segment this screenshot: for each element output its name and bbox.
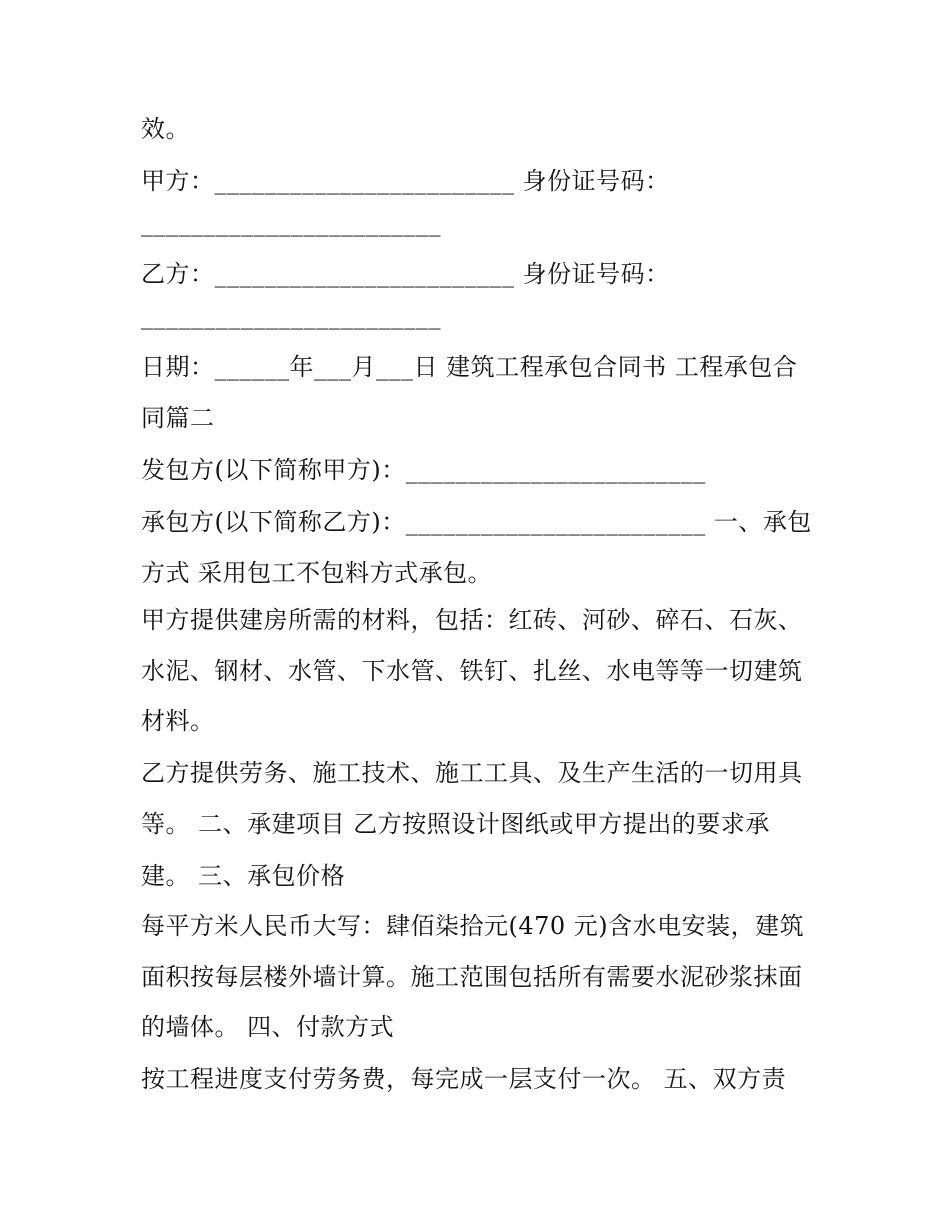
text-line: 乙方：________________________ 身份证号码： bbox=[141, 260, 670, 288]
text-line: ________________________ bbox=[141, 209, 441, 237]
text-line: 效。 bbox=[141, 115, 190, 143]
text-line: 建。 三、承包价格 bbox=[141, 862, 346, 890]
text-line: 乙方提供劳务、施工技术、施工工具、及生产生活的一切用具 bbox=[141, 759, 803, 787]
text-line: 发包方(以下简称甲方)：________________________ bbox=[141, 456, 706, 484]
text-line: 甲方提供建房所需的材料，包括：红砖、河砂、碎石、石灰、 bbox=[141, 606, 803, 634]
text-line: 的墙体。 四、付款方式 bbox=[141, 1013, 395, 1041]
text-line: 日期：______年___月___日 建筑工程承包合同书 工程承包合 bbox=[141, 353, 798, 381]
text-line: 水泥、钢材、水管、下水管、铁钉、扎丝、水电等等一切建筑 bbox=[141, 657, 803, 685]
text-line: 按工程进度支付劳务费，每完成一层支付一次。 五、双方责 bbox=[141, 1065, 787, 1093]
text-line: 面积按每层楼外墙计算。施工范围包括所有需要水泥砂浆抹面 bbox=[141, 963, 803, 991]
text-line: 方式 采用包工不包料方式承包。 bbox=[141, 559, 493, 587]
text-line: 材料。 bbox=[141, 707, 215, 735]
text-line: ________________________ bbox=[141, 302, 441, 330]
text-line: 承包方(以下简称乙方)：________________________ 一、承包 bbox=[141, 508, 812, 536]
text-line: 等。 二、承建项目 乙方按照设计图纸或甲方提出的要求承 bbox=[141, 810, 770, 838]
text-line: 每平方米人民币大写：肆佰柒拾元(470 元)含水电安装，建筑 bbox=[141, 912, 805, 940]
text-line: 同篇二 bbox=[141, 404, 215, 432]
text-line: 甲方：________________________ 身份证号码： bbox=[141, 167, 670, 195]
